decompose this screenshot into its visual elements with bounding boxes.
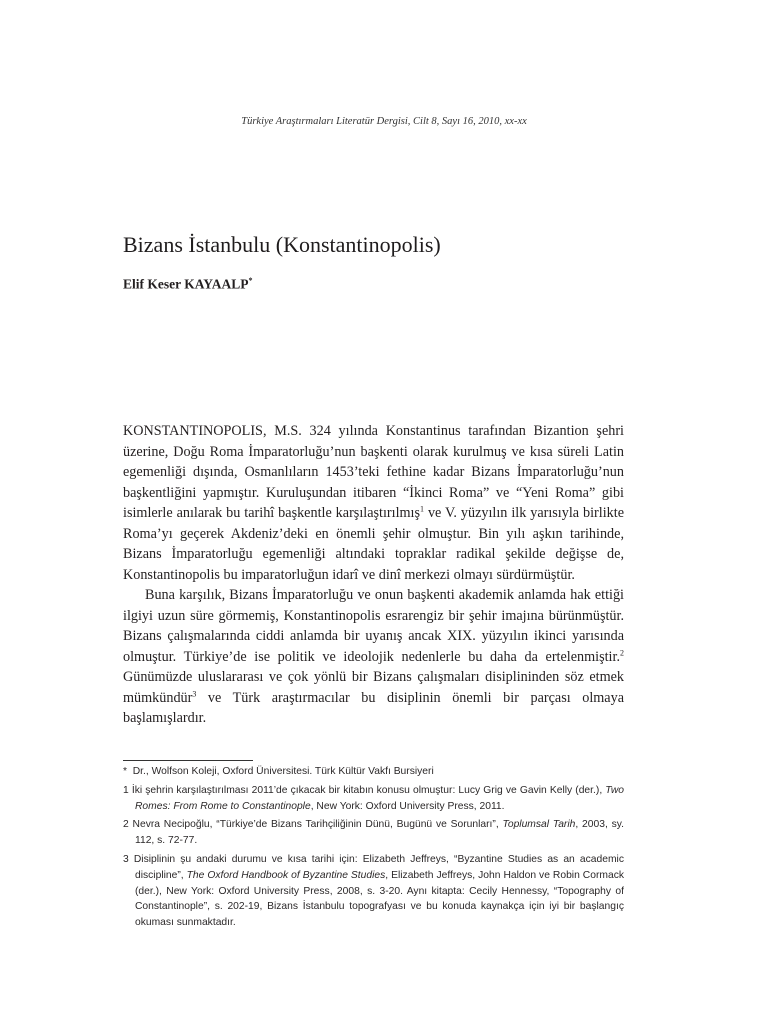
author-line xyxy=(123,276,253,293)
footnote-text: Dr., Wolfson Koleji, Oxford Üniversitesi. Türk Kültür Vakfı Bursiyeri xyxy=(132,766,434,777)
paragraph-1 xyxy=(123,421,624,585)
paragraph-1-text: KONSTANTINOPOLIS, M.S. 324 yılında Konstantinus tarafından Bizantion şehri üzerine, Doğu Roma İmparatorluğu’nun başkenti olarak kurulmuş ve kısa süreli Latin egemenliği dışında, Osmanlıların 1453’teki fethine kadar Bizans İmparatorluğu’nun başkentliğini yapmıştır. Kuruluşundan itibaren “İkinci Roma” ve “Yeni Roma” gibi isimlerle anılarak bu tarihî başkentle karşılaştırılmış xyxy=(123,423,624,521)
footnote-mark: * xyxy=(123,766,128,777)
journal-header: Türkiye Araştırmaları Literatür Dergisi, Cilt 8, Sayı 16, 2010, xx-xx xyxy=(241,116,527,127)
footnote-journal-title: Toplumsal Tarih xyxy=(502,819,576,831)
footnote-author xyxy=(123,764,624,780)
footnote-1 xyxy=(123,783,624,815)
footnote-text: Disiplinin şu andaki durumu ve kısa tarihi için: Elizabeth Jeffreys, “Byzantine Studies as an academic discipline”, xyxy=(133,853,624,881)
footnote-ref-1[interactable]: 1 xyxy=(420,504,425,514)
footnote-number: 2 xyxy=(123,819,129,831)
author-footnote-mark[interactable]: * xyxy=(248,276,253,285)
footnote-ref-2[interactable]: 2 xyxy=(620,647,624,657)
article-title: Bizans İstanbulu (Konstantinopolis) xyxy=(123,232,441,257)
footnotes xyxy=(123,764,624,934)
footnote-number: 3 xyxy=(123,853,129,865)
footnote-number: 1 xyxy=(123,784,129,796)
footnote-divider xyxy=(123,760,253,761)
footnote-book-title: Two Romes: From Rome to Constantinople xyxy=(135,784,624,812)
footnote-text-tail: , Elizabeth Jeffreys, John Haldon ve Robin Cormack (der.), New York: Oxford University Press, 2008, s. 3-20. Aynı kitapta: Cecily Hennessy, “Topography of Constantinople”, s. 202-19, Bizans İstanbulu topografyası ve bu konuda kaynakça için iyi bir başlangıç okuması sunmaktadır. xyxy=(135,869,624,929)
footnote-book-title: The Oxford Handbook of Byzantine Studies xyxy=(186,869,386,881)
paragraph-2 xyxy=(123,585,624,729)
footnote-2 xyxy=(123,817,624,849)
paragraph-2-text: Buna karşılık, Bizans İmparatorluğu ve onun başkenti akademik anlamda hak ettiği ilgiyi uzun süre görmemiş, Konstantinopolis esrarengiz bir şehir imajına bürünmüştür. Bizans çalışmalarında ciddi anlamda bir uyanış ancak XIX. yüzyılın ikinci yarısında olmuştur. Türkiye’de ise politik ve ideolojik nedenlerle bu daha da ertelenmiştir. xyxy=(123,587,624,665)
article-body xyxy=(123,421,624,729)
footnote-text: İki şehrin karşılaştırılması 2011’de çıkacak bir kitabın konusu olmuştur: Lucy Grig ve Gavin Kelly (der.), xyxy=(131,784,606,796)
paragraph-1-tail: ve V. yüzyılın ilk yarısıyla birlikte Roma’yı geçerek Akdeniz’deki en önemli şehir olmuştur. Bin yılı aşkın tarihinde, Bizans İmparatorluğu egemenliği altındaki topraklar radikal şekilde değişse de, Konstantinopolis bu imparatorluğun idarî ve dinî merkezi olmayı sürdürmüştür. xyxy=(123,505,624,583)
paragraph-2-middle: Günümüzde uluslararası ve çok yönlü bir Bizans çalışmaları disiplininden söz etmek mümkündür xyxy=(123,669,624,706)
footnote-text-tail: , 2003, sy. 112, s. 72-77. xyxy=(135,819,624,847)
author-name: Elif Keser KAYAALP xyxy=(123,276,249,292)
footnote-text-tail: , New York: Oxford University Press, 2011. xyxy=(310,800,505,812)
footnote-text: Nevra Necipoğlu, “Türkiye’de Bizans Tarihçiliğinin Dünü, Bugünü ve Sorunları”, xyxy=(132,819,503,831)
footnote-ref-3[interactable]: 3 xyxy=(192,688,197,698)
footnote-3 xyxy=(123,852,624,931)
paragraph-2-tail: ve Türk araştırmacılar bu disiplinin önemli bir parçası olmaya başlamışlardır. xyxy=(123,689,624,726)
